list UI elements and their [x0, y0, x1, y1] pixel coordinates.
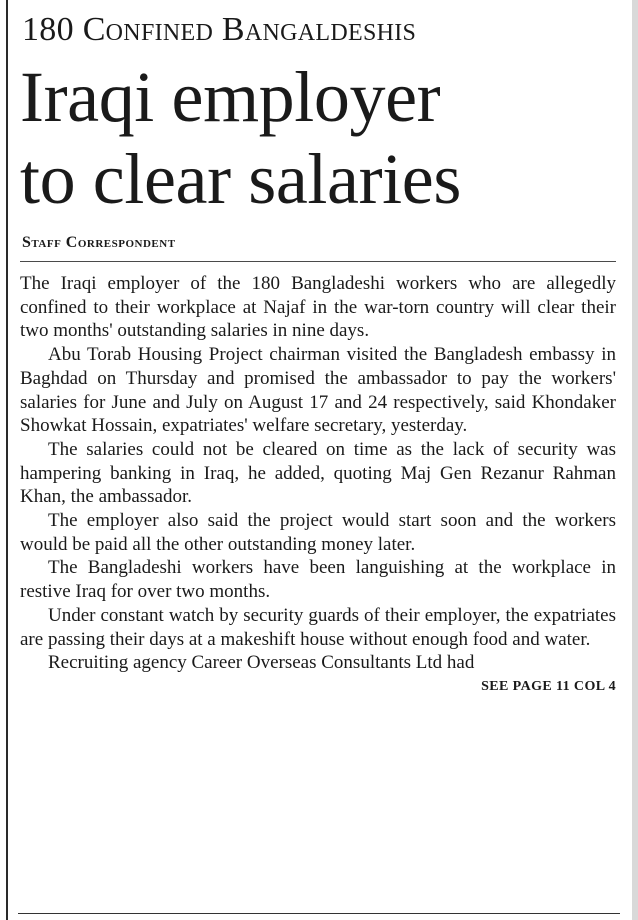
- body-paragraph: The employer also said the project would start soon and the workers would be paid all the other outstanding money later.: [20, 510, 616, 555]
- body-paragraph: Recruiting agency Career Overseas Consultants Ltd had: [48, 652, 475, 674]
- column-rule-left: [6, 0, 8, 920]
- continuation-jump[interactable]: SEE PAGE 11 COL 4: [481, 678, 616, 694]
- body-paragraph: The Bangladeshi workers have been languishing at the workplace in restive Iraq for over two months.: [20, 557, 616, 603]
- body-paragraph: The salaries could not be cleared on time as the lack of security was hampering banking in Iraq, he added, quoting Maj Gen Rezanur Rahman Khan, the ambassador.: [20, 438, 616, 508]
- body-paragraph: The Iraqi employer of the 180 Bangladeshi workers who are allegedly confined to their workplace at Najaf in the war-torn country will clear their two months' outstanding salaries in nine days.: [20, 273, 616, 342]
- article-kicker: 180 Confined Bangaldeshis: [22, 11, 417, 48]
- page-bottom-rule: [18, 913, 620, 914]
- headline-line-1: Iraqi employer: [20, 57, 441, 137]
- page-edge-right: [632, 0, 638, 920]
- article-body: [20, 272, 616, 675]
- news-article: [20, 0, 616, 695]
- headline-line-2: to clear salaries: [20, 139, 461, 219]
- article-headline: [20, 56, 616, 220]
- body-paragraph: Under constant watch by security guards of their employer, the expatriates are passing their days at a makeshift house without enough food and water.: [20, 604, 616, 650]
- body-paragraph: Abu Torab Housing Project chairman visited the Bangladesh embassy in Baghdad on Thursday and promised the ambassador to pay the workers' salaries for June and July on August 17 and 24 respectively, said Khondaker Showkat Hossain, expatriates' welfare secretary, yesterday.: [20, 344, 616, 437]
- byline-divider: [20, 261, 616, 262]
- article-byline: Staff Correspondent: [22, 234, 176, 251]
